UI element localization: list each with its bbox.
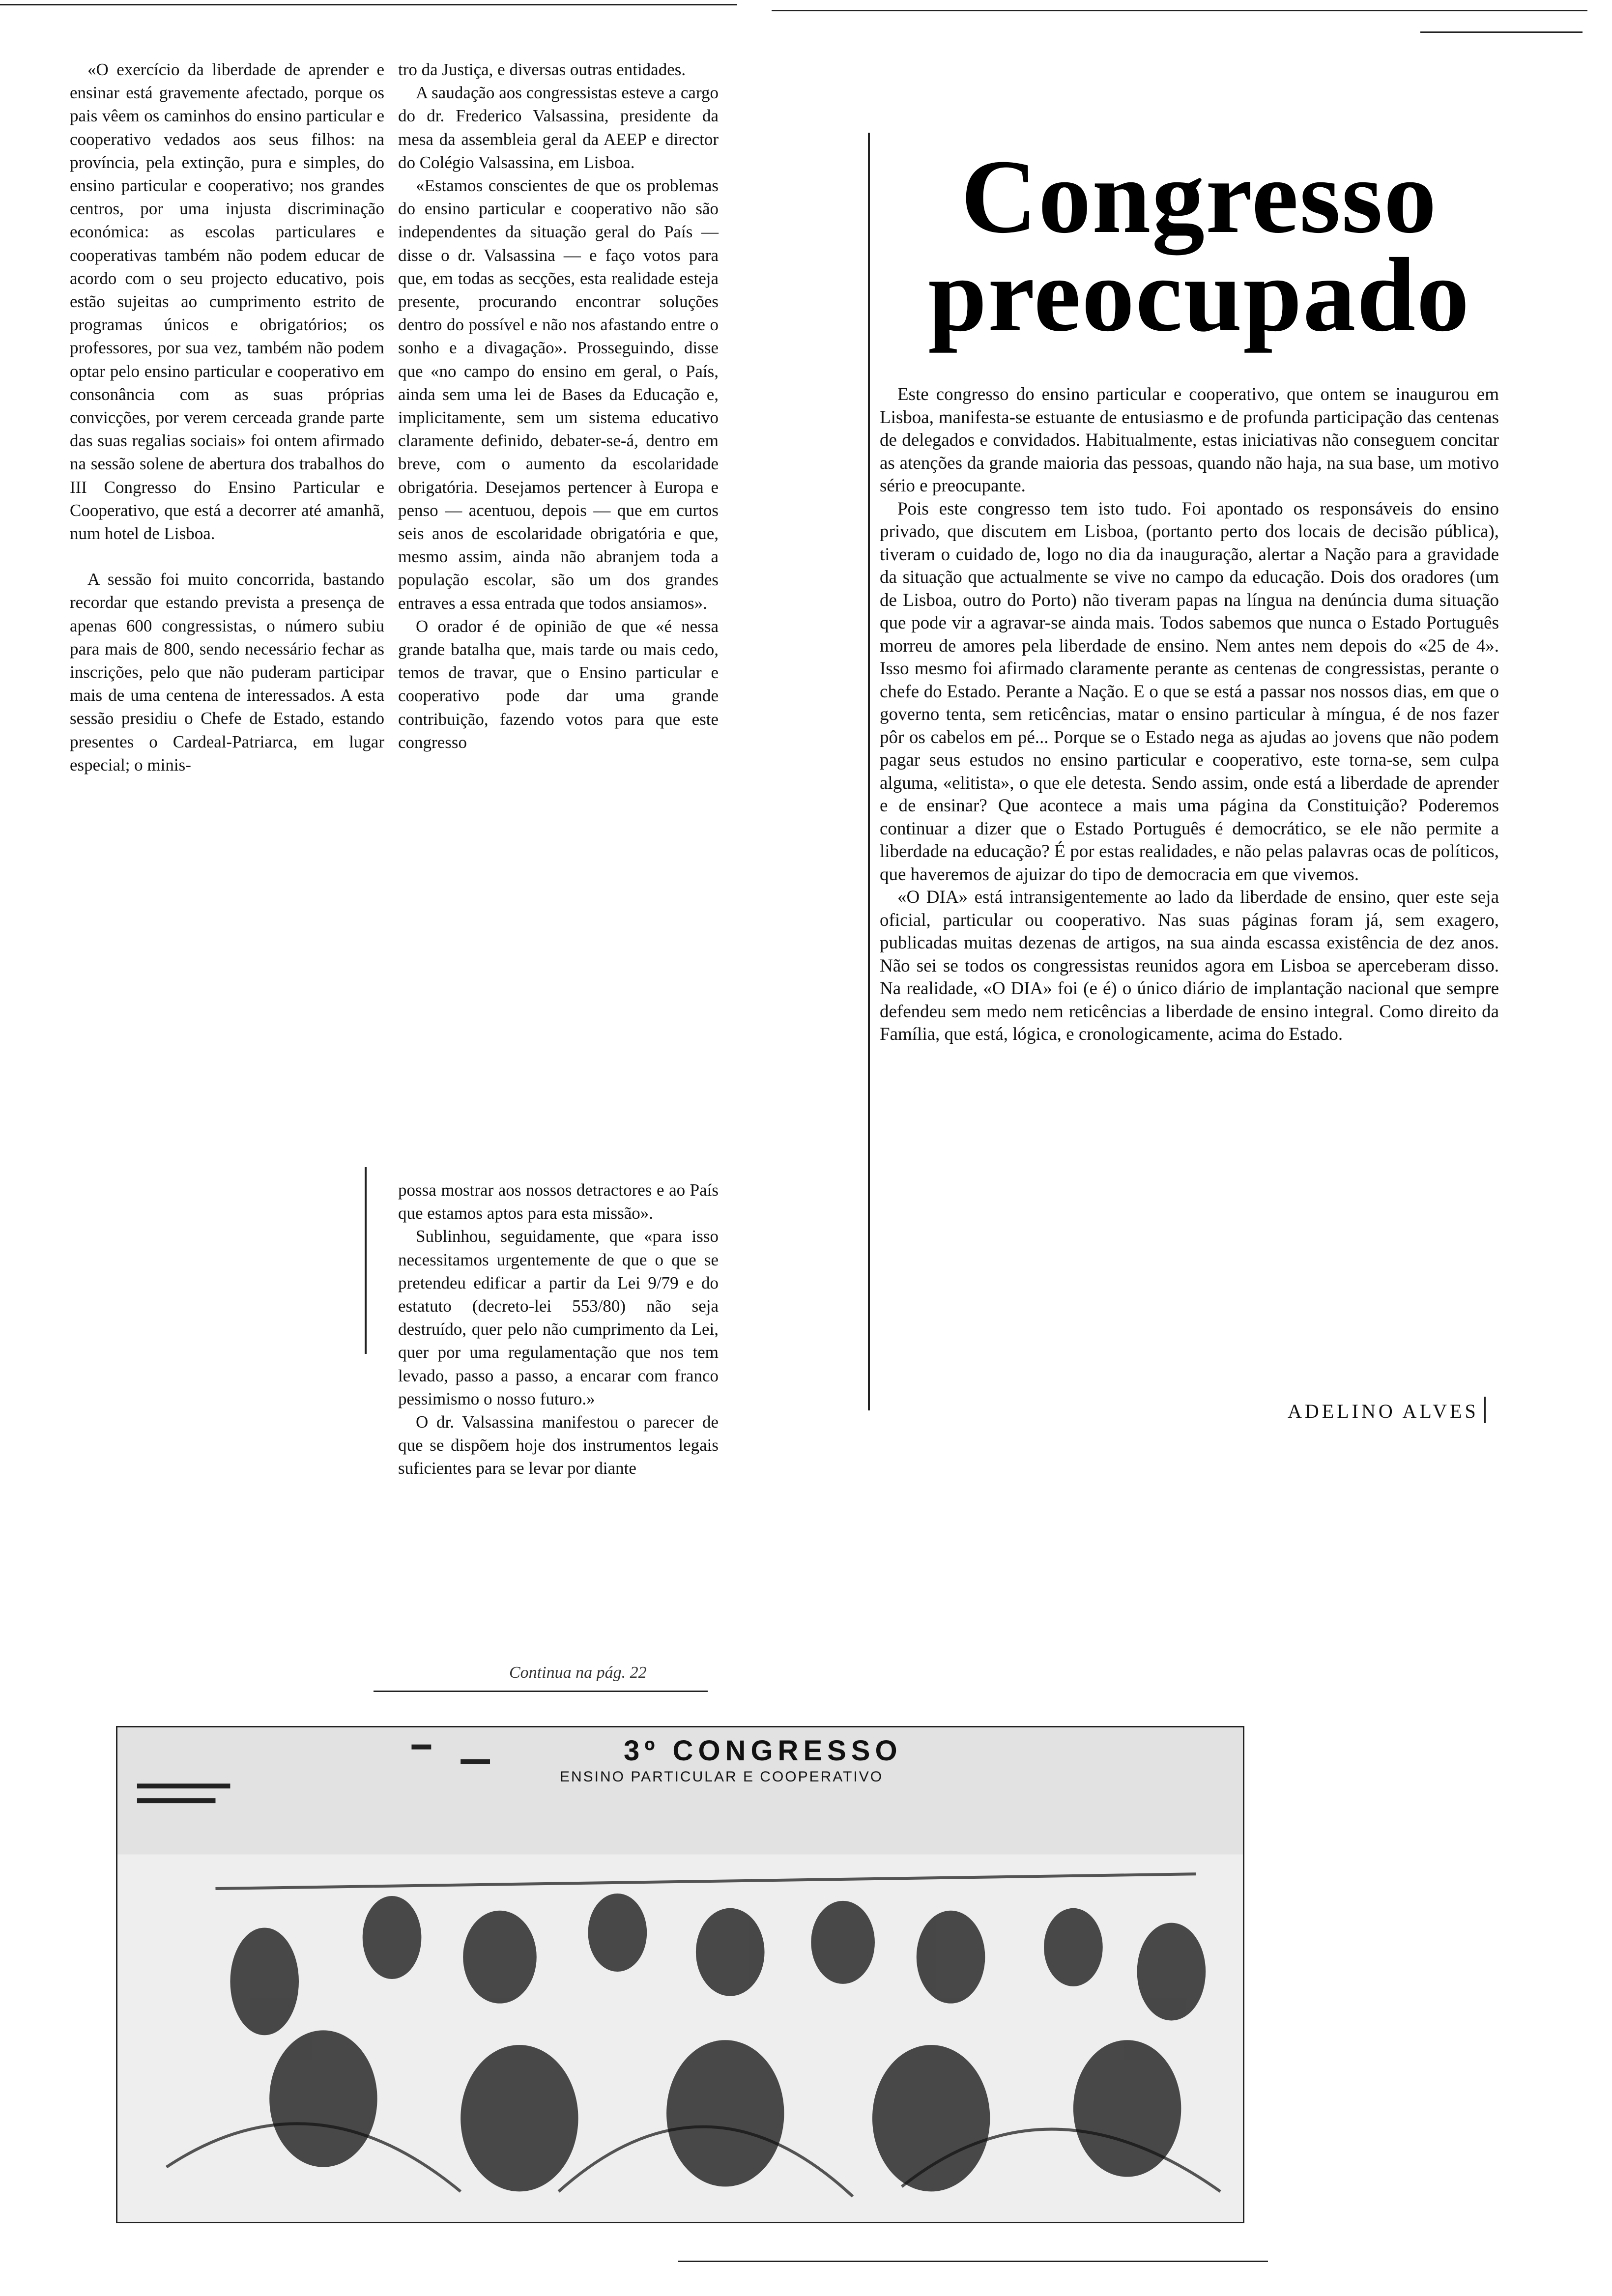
- headline-line-1: Congresso: [961, 138, 1438, 255]
- top-rule-right: [772, 10, 1587, 11]
- top-rule-left: [0, 4, 737, 5]
- paragraph: Este congresso do ensino particular e cooperativo, que ontem se inaugurou em Lisboa, manifesta-se estuante de entusiasmo e de profunda participação das centenas de delegados e convidados. Habitualmente, estas iniciativas não conseguem concitar as atenções da grande maioria das pessoas, quando não haja, na sua base, um motivo sério e preocupante.: [880, 384, 1499, 496]
- box-right-border: [1484, 1397, 1486, 1423]
- paragraph: «O DIA» está intransigentemente ao lado da liberdade de ensino, quer este seja oficial, particular ou cooperativo. Nas suas páginas foram já, sem exagero, publicadas muitas dezenas de artigos, na sua ainda escassa existência de dez anos. Não sei se todos os congressistas reunidos agora em Lisboa se aperceberam disso. Na realidade, «O DIA» foi (e é) o único diário de implantação nacional que sempre defendeu sem medo nem reticências a liberdade de ensino integral. Como direito da Família, que está, lógica, e cronologicamente, acima do Estado.: [880, 887, 1499, 1044]
- paragraph: O dr. Valsassina manifestou o parecer de que se dispõem hoje dos instrumentos legais suficientes para se levar por diante: [398, 1412, 719, 1478]
- paragraph: Pois este congresso tem isto tudo. Foi apontado os responsáveis do ensino privado, que discutem em Lisboa, (portanto perto dos locais de decisão pública), tiveram o cuidado de, logo no dia da inauguração, alertar a Nação para a gravidade da situação que actualmente se vive no campo da educação. Dois dos oradores (um de Lisboa, outro do Porto) não tiveram papas na língua na denúncia duma situação que pode vir a agravar-se ainda mais. Todos sabemos que nunca o Estado Português morreu de amores pela liberdade de ensino. Nem antes nem depois do «25 de 4». Isso mesmo foi afirmado claramente perante as centenas de congressistas, perante o chefe do Estado. Perante a Nação. E o que se está a passar nos nossos dias, em que o governo tenta, sem reticências, matar o ensino particular à míngua, é de nos fazer pôr os cabelos em pé... Porque se o Estado nega as ajudas ao jovens que não podem pagar seus estudos no ensino particular e cooperativo, este torna-se, sem culpa alguma, «elitista», o que ele detesta. Sendo assim, onde está a liberdade de aprender e de ensinar? Que acontece a mais uma página da Constituição? Poderemos continuar a dizer que o Estado Português é democrático, se ele não permite a liberdade na educação? É por estas realidades, e não pelas palavras ocas de políticos, que haveremos de ajuizar do tipo de democracia em que vivemos.: [880, 498, 1499, 885]
- paragraph: O orador é de opinião de que «é nessa grande batalha que, mais tarde ou mais cedo, temos de travar, que o Ensino particular e cooperativo pode dar uma grande contribuição, fazendo votos para que este congresso: [398, 616, 719, 752]
- headline-line-2: preocupado: [928, 236, 1470, 353]
- paragraph: A saudação aos congressistas esteve a cargo do dr. Frederico Valsassina, presidente da mesa da assembleia geral da AEEP e director do Colégio Valsassina, em Lisboa.: [398, 83, 719, 172]
- paragraph: A sessão foi muito concorrida, bastando recordar que estando prevista a presença de apenas 600 congressistas, o número subiu para mais de 800, sendo necessário fechar as inscrições, pelo que não puderam participar mais de uma centena de interessados. A esta sessão presidiu o Chefe de Estado, estando presentes o Cardeal-Patriarca, em lugar especial; o minis-: [70, 570, 384, 775]
- article-column-2: [398, 58, 719, 754]
- headline: [887, 138, 1511, 353]
- byline: ADELINO ALVES: [1288, 1400, 1479, 1422]
- bottom-rule: [678, 2261, 1268, 2262]
- photo-banner-subtitle: ENSINO PARTICULAR E COOPERATIVO: [560, 1769, 884, 1785]
- paragraph: tro da Justiça, e diversas outras entidades.: [398, 60, 686, 79]
- paragraph: possa mostrar aos nossos detractores e ao País que estamos aptos para esta missão».: [398, 1180, 719, 1223]
- box-left-border: [868, 133, 870, 1410]
- article-column-1: [70, 58, 384, 776]
- paragraph: «O exercício da liberdade de aprender e ensinar está gravemente afectado, porque os pais vêem os caminhos do ensino particular e cooperativo vedados aos seus filhos: na província, pela extinção, pura e simples, do ensino particular e cooperativo; nos grandes centros, por uma injusta discriminação económica: as escolas particulares e cooperativas também não podem educar de acordo com o seu projecto educativo, pois estão sujeitas ao cumprimento estrito de programas únicos e obrigatórios; os professores, por sua vez, também não podem optar pelo ensino particular e cooperativo em consonância com as suas próprias convicções, por verem cerceada grande parte das suas regalias sociais» foi ontem afirmado na sessão solene de abertura dos trabalhos do III Congresso do Ensino Particular e Cooperativo, que está a decorrer até amanhã, num hotel de Lisboa.: [70, 60, 384, 544]
- photo-illustration: [117, 1727, 1243, 2222]
- editorial-column: [880, 383, 1499, 1046]
- continues-rule: [374, 1691, 708, 1692]
- column-divider: [365, 1167, 367, 1354]
- congress-photo: [116, 1726, 1244, 2223]
- article-column-2-continued: [398, 1178, 719, 1480]
- paragraph: «Estamos conscientes de que os problemas do ensino particular e cooperativo não são independentes da situação geral do País — disse o dr. Valsassina — e faço votos para que, em todas as secções, esta realidade esteja presente, procurando encontrar soluções dentro do possível e não nos afastando entre o sonho e a divagação». Prosseguindo, disse que «no campo do ensino em geral, o País, ainda sem uma lei de Bases da Educação e, implicitamente, sem um sistema educativo claramente definido, debater-se-á, dentro em breve, com o aumento da escolaridade obrigatória. Desejamos pertencer à Europa e penso — acentuou, depois — que em curtos seis anos de escolaridade obrigatória e que, mesmo assim, ainda não abranjem toda a população escolar, são um dos grandes entraves a essa entrada que todos ansiamos».: [398, 176, 719, 613]
- paragraph: Sublinhou, seguidamente, que «para isso necessitamos urgentemente de que o que se pretendeu edificar a partir da Lei 9/79 e do estatuto (decreto-lei 553/80) não seja destruído, quer pelo não cumprimento da Lei, quer por uma regulamentação que nos tem levado, passo a passo, a encarar com franco pessimismo o nosso futuro.»: [398, 1227, 719, 1408]
- continues-note: Continua na pág. 22: [509, 1664, 647, 1682]
- top-rule-short: [1420, 31, 1583, 33]
- photo-banner: 3º CONGRESSO: [624, 1735, 902, 1767]
